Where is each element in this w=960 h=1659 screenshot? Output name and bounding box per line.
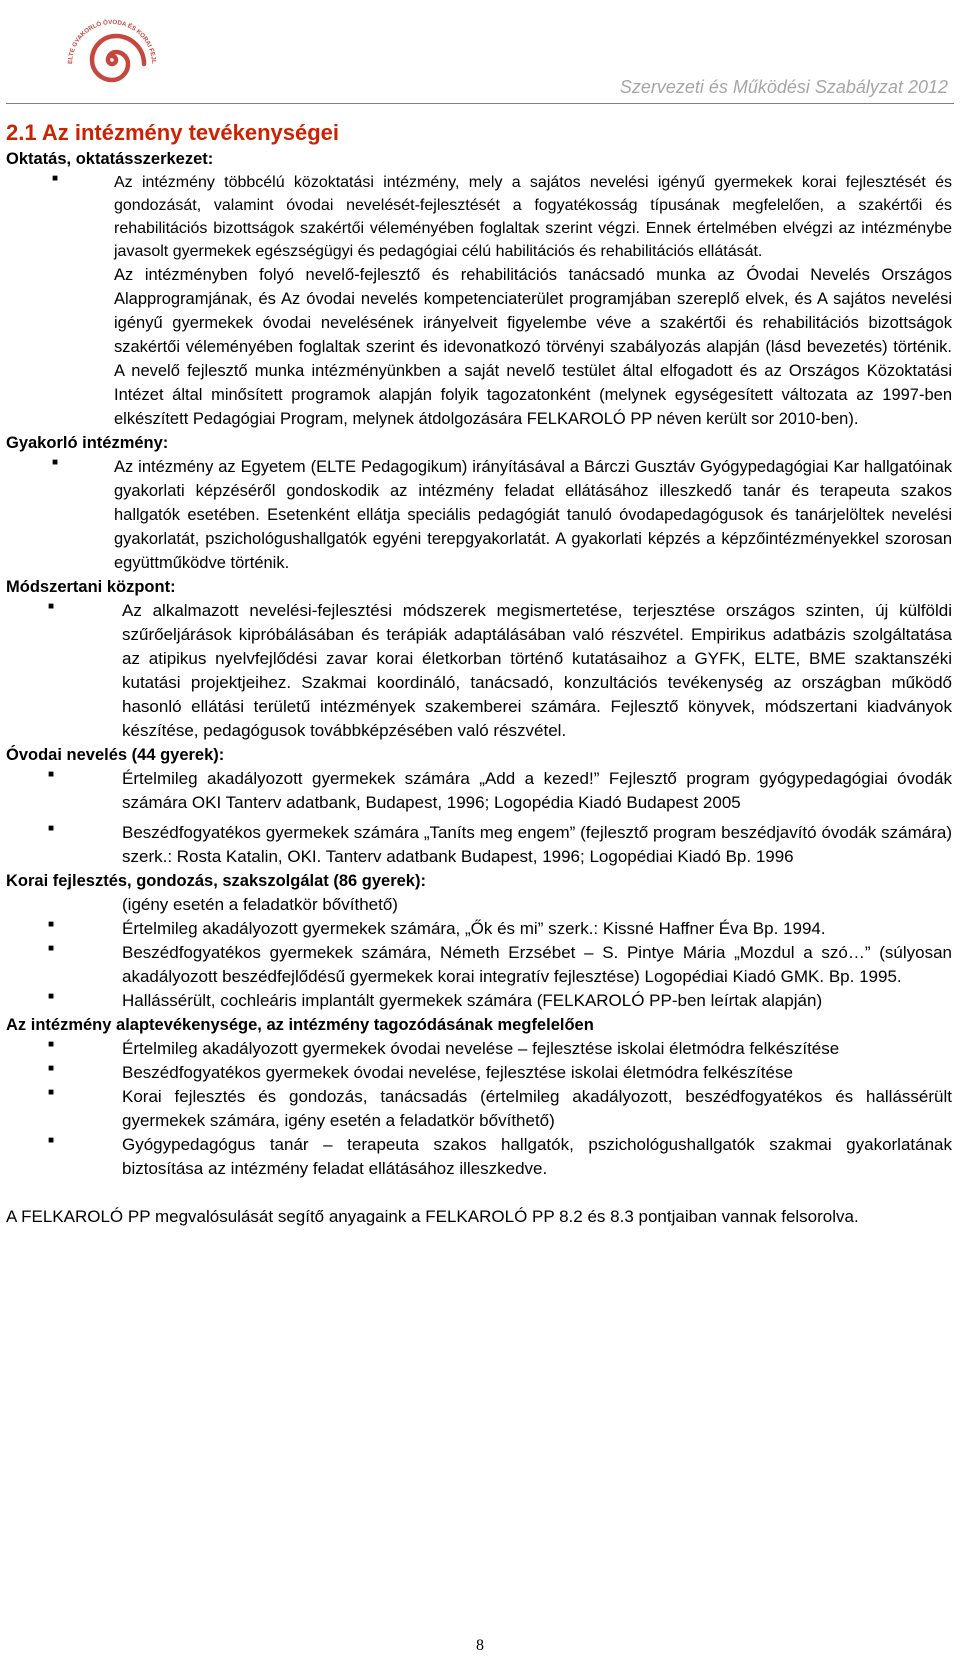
spiral-logo-icon — [60, 8, 164, 108]
gyakorlo-item — [6, 455, 952, 575]
page-number: 8 — [476, 1637, 484, 1654]
square-bullet-icon: ■ — [48, 1063, 55, 1074]
square-bullet-icon: ■ — [48, 823, 55, 834]
alap-item-2 — [6, 1061, 952, 1085]
modszertani-item — [6, 599, 952, 743]
oktatas-paragraph-1: Az intézmény többcélú közoktatási intézmény, mely a sajátos nevelési igényű gyermekek korai fejlesztését és gondozását, valamint óvodai nevelését-fejlesztését a fogyatékosság típusának megfelelően, a szakértői és rehabilitációs bizottságok szakértői véleményében foglaltak szerint végzi. Ennek értelmében elvégzi az intézménybe javasolt gyermekek egészségügyi és pedagógiai célú habilitációs és rehabilitációs ellátását. — [114, 174, 952, 260]
square-bullet-icon: ■ — [48, 1087, 55, 1098]
korai-item-1 — [6, 917, 952, 941]
oktatas-item — [6, 171, 952, 431]
closing-paragraph: A FELKAROLÓ PP megvalósulását segítő anyagaink a FELKAROLÓ PP 8.2 és 8.3 pontjaiban vannak felsorolva. — [6, 1207, 859, 1226]
alap-heading: Az intézmény alaptevékenysége, az intézmény tagozódásának megfelelően — [6, 1016, 594, 1034]
alap-item-text: Gyógypedagógus tanár – terapeuta szakos hallgatók, pszichológushallgatók szakmai gyakorlatának biztosítása az intézmény feladat ellátásához illeszkedve. — [122, 1135, 952, 1178]
square-bullet-icon: ■ — [48, 1135, 55, 1146]
square-bullet-icon: ■ — [52, 173, 59, 184]
korai-note: (igény esetén a feladatkör bővíthető) — [122, 895, 398, 914]
alap-item-1 — [6, 1037, 952, 1061]
modszertani-paragraph: Az alkalmazott nevelési-fejlesztési módszerek megismertetése, terjesztése országos szinten, új külföldi szűrőeljárások kipróbálásában és terápiák adaptálásában való részvétel. Empirikus adatbázis szolgáltatása az atipikus nyelvfejlődési zavar korai életkorban történő kutatásaihoz a GYFK, ELTE, BME szaktanszéki kutatási projektjeihez. Szakmai koordináló, tanácsadó, konzultációs tevékenység az országban működő hasonló ellátási területű intézmények szakemberei számára. Fejlesztő könyvek, módszertani kiadványok készítése, pedagógusok továbbképzésében való részvétel. — [122, 601, 952, 740]
modszertani-heading: Módszertani központ: — [6, 578, 176, 596]
ovodai-item-1 — [6, 767, 952, 815]
document-title: Szervezeti és Működési Szabályzat 2012 — [619, 77, 948, 97]
korai-item-3 — [6, 989, 952, 1013]
korai-item-text: Értelmileg akadályozott gyermekek számára, „Ők és mi” szerk.: Kissné Haffner Éva Bp. 1994. — [122, 919, 826, 938]
square-bullet-icon: ■ — [48, 991, 55, 1002]
ovodai-item-2 — [6, 821, 952, 869]
square-bullet-icon: ■ — [48, 943, 55, 954]
square-bullet-icon: ■ — [48, 919, 55, 930]
alap-item-3 — [6, 1085, 952, 1133]
ovodai-heading: Óvodai nevelés (44 gyerek): — [6, 746, 225, 764]
oktatas-paragraph-2: Az intézményben folyó nevelő-fejlesztő és rehabilitációs tanácsadó munka az Óvodai Nevelés Országos Alapprogramjának, és Az óvodai nevelés kompetenciaterület programjában szereplő elvek, és A sajátos nevelési igényű gyermekek óvodai nevelésének irányelveit figyelembe véve a szakértői és rehabilitációs bizottságok szakértői véleményében foglaltak szerint és idevonatkozó törvényi szabályozás alapján (lásd bevezetés) történik. A nevelő fejlesztő munka intézményünkben a saját nevelő testület által elfogadott és az Országos Közoktatási Intézet által minősített programok alapján folyik tagozatonként (melynek egységesített változata az 1997-ben elkészített Pedagógiai Program, melynek átdolgozására FELKAROLÓ PP néven került sor 2010-ben). — [114, 266, 952, 428]
ovodai-item-text: Értelmileg akadályozott gyermekek számára „Add a kezed!” Fejlesztő program gyógypedagógiai óvodák számára OKI Tanterv adatbank, Budapest, 1996; Logopédia Kiadó Budapest 2005 — [122, 769, 952, 812]
korai-item-2 — [6, 941, 952, 989]
section-heading: 2.1 Az intézmény tevékenységei — [6, 120, 340, 145]
square-bullet-icon: ■ — [48, 769, 55, 780]
alap-item-text: Korai fejlesztés és gondozás, tanácsadás (értelmileg akadályozott, beszédfogyatékos és hallássérült gyermekek számára, igény esetén a feladatkör bővíthető) — [122, 1087, 952, 1130]
alap-item-text: Beszédfogyatékos gyermekek óvodai nevelése, fejlesztése iskolai életmódra felkészítése — [122, 1063, 793, 1082]
korai-item-text: Hallássérült, cochleáris implantált gyermekek számára (FELKAROLÓ PP-ben leírtak alapján) — [122, 991, 823, 1010]
square-bullet-icon: ■ — [48, 601, 55, 612]
alap-item-text: Értelmileg akadályozott gyermekek óvodai nevelése – fejlesztése iskolai életmódra felkészítése — [122, 1039, 840, 1058]
ovodai-item-text: Beszédfogyatékos gyermekek számára „Taníts meg engem” (fejlesztő program beszédjavító óvodák számára) szerk.: Rosta Katalin, OKI. Tanterv adatbank Budapest, 1996; Logopédiai Kiadó Bp. 1996 — [122, 823, 952, 866]
header-divider — [6, 103, 954, 104]
gyakorlo-heading: Gyakorló intézmény: — [6, 434, 169, 452]
square-bullet-icon: ■ — [52, 457, 59, 468]
korai-item-text: Beszédfogyatékos gyermekek számára, Németh Erzsébet – S. Pintye Mária „Mozdul a szó…” (súlyosan akadályozott beszédfejlődésű gyermekek korai integratív fejlesztése) Logopédiai Kiadó GMK. Bp. 1995. — [122, 943, 952, 986]
korai-heading: Korai fejlesztés, gondozás, szakszolgálat (86 gyerek): — [6, 872, 426, 890]
page-content — [6, 119, 952, 1229]
logo-text: ELTE GYAKORLÓ ÓVODA ÉS KORAI FEJL — [66, 18, 158, 65]
alap-item-4 — [6, 1133, 952, 1181]
square-bullet-icon: ■ — [48, 1039, 55, 1050]
institution-logo — [60, 8, 164, 108]
gyakorlo-paragraph: Az intézmény az Egyetem (ELTE Pedagogikum) irányításával a Bárczi Gusztáv Gyógypedagógiai Kar hallgatóinak gyakorlati képzéséről gondoskodik az intézmény feladat ellátásához illeszkedő tanár és terapeuta szakos hallgatók esetében. Esetenként ellátja speciális pedagógiát tanuló óvodapedagógusok és tanárjelöltek nevelési gyakorlatát, pszichológushallgatók egyéni terepgyakorlatát. A gyakorlati képzés a képzőintézményekkel szorosan együttműködve történik. — [114, 458, 952, 572]
oktatas-heading: Oktatás, oktatásszerkezet: — [6, 150, 214, 168]
